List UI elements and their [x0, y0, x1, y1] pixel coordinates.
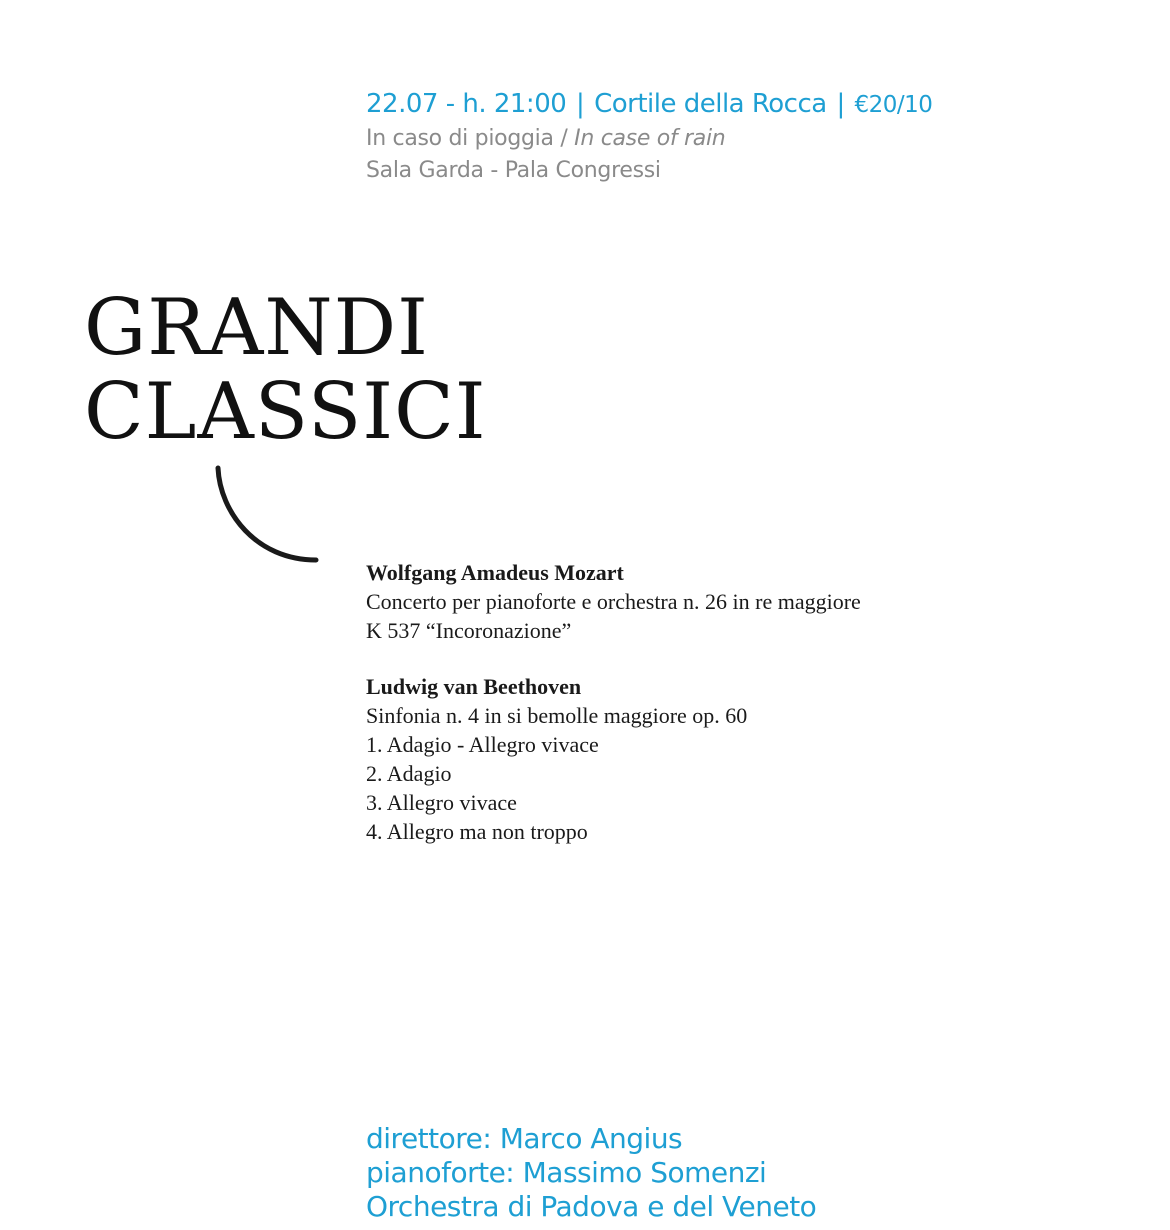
composer-name: Ludwig van Beethoven — [366, 674, 582, 699]
program — [366, 558, 861, 873]
movement-line: 3. Allegro vivace — [366, 790, 517, 815]
separator: | — [576, 89, 585, 119]
event-date-time: 22.07 - h. 21:00 — [366, 89, 567, 119]
work-line: Sinfonia n. 4 in si bemolle maggiore op. 60 — [366, 703, 748, 728]
rain-notice — [366, 123, 932, 155]
decorative-arc-icon — [206, 462, 326, 572]
rain-notice-en: In case of rain — [574, 126, 726, 151]
conductor-credit: direttore: Marco Angius — [366, 1122, 683, 1155]
program-work — [366, 672, 861, 846]
movement-line: 4. Allegro ma non troppo — [366, 819, 588, 844]
work-line: K 537 “Incoronazione” — [366, 618, 572, 643]
title-line-1: GRANDI — [84, 283, 429, 373]
concert-title — [84, 283, 487, 457]
pianist-credit: pianoforte: Massimo Somenzi — [366, 1156, 767, 1189]
movement-line: 2. Adagio — [366, 761, 452, 786]
event-price: €20/10 — [854, 92, 933, 118]
program-work — [366, 558, 861, 645]
composer-name: Wolfgang Amadeus Mozart — [366, 560, 624, 585]
title-line-2: CLASSICI — [84, 367, 487, 457]
event-header — [366, 86, 932, 187]
orchestra-credit: Orchestra di Padova e del Veneto — [366, 1190, 817, 1223]
rain-notice-it: In caso di pioggia / — [366, 126, 568, 151]
event-location: Cortile della Rocca — [594, 89, 827, 119]
movement-line: 1. Adagio - Allegro vivace — [366, 732, 599, 757]
performer-credits — [366, 1122, 816, 1224]
separator: | — [836, 89, 845, 119]
alternate-venue: Sala Garda - Pala Congressi — [366, 158, 661, 183]
event-info-line — [366, 86, 932, 123]
work-line: Concerto per pianoforte e orchestra n. 26 in re maggiore — [366, 589, 861, 614]
